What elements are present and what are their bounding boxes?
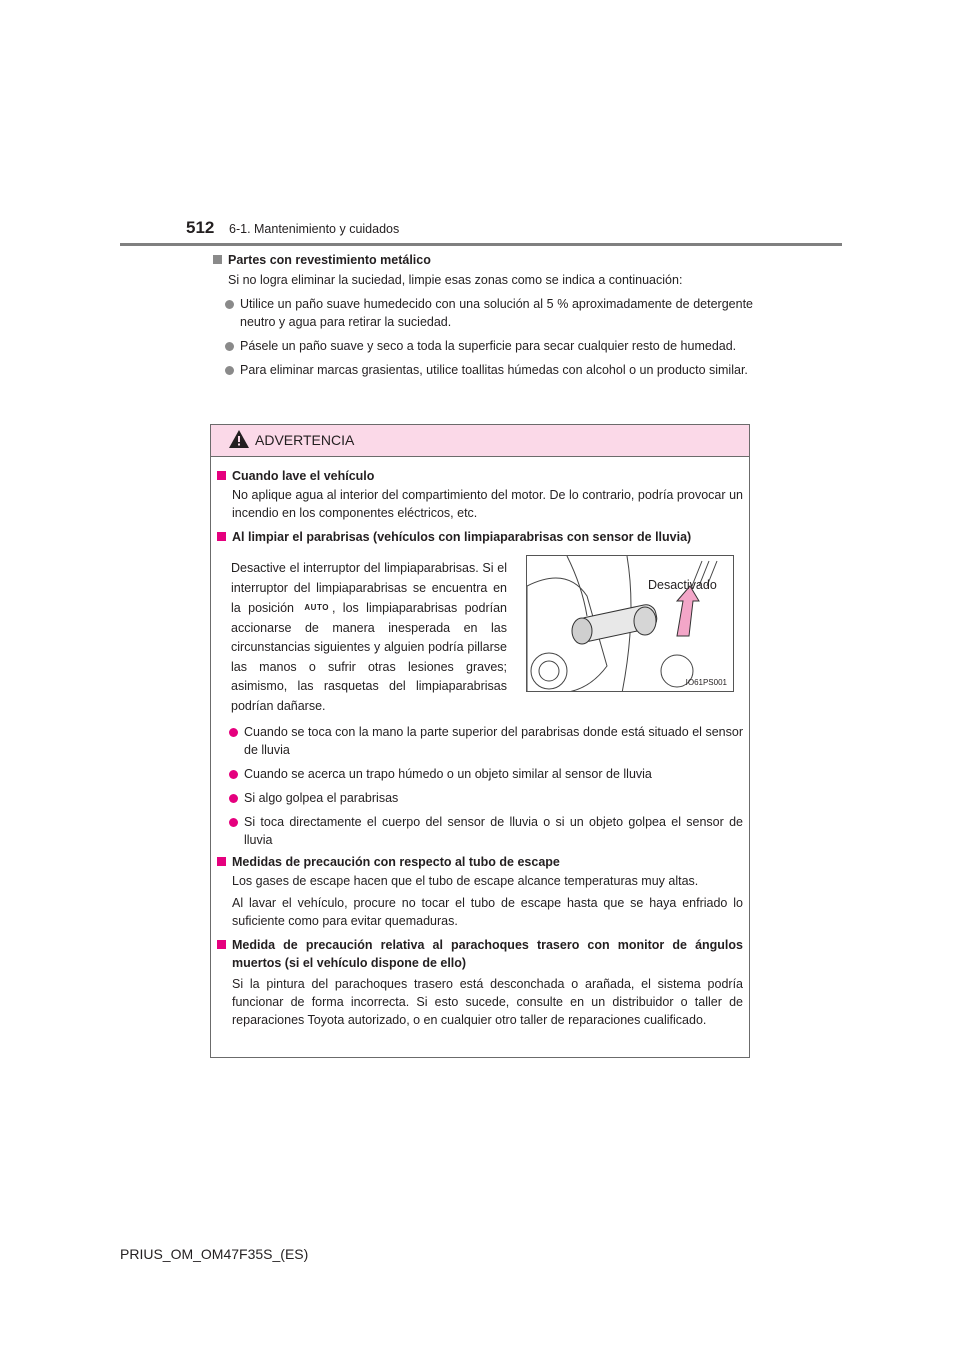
windshield-text: Desactive el interruptor del limpiaparabrisas. Si el interruptor del limpiaparabrisas se encuentra en la posición AUTO , los limpiaparabrisas podrían accionarse de manera inesperada en las circunstancias siguientes y alguien podría pillarse las manos o sufrir otras lesiones graves; asimismo, las rasquetas del limpiaparabrisas podrían dañarse. <box>231 561 507 713</box>
wash-heading: Cuando lave el vehículo <box>217 469 743 483</box>
exhaust-text-1: Los gases de escape hacen que el tubo de escape alcance temperaturas muy altas. <box>232 874 699 888</box>
page-number: 512 <box>186 218 215 237</box>
auto-position-icon: AUTO <box>304 603 329 612</box>
square-bullet-icon <box>217 532 226 541</box>
list-item: Si toca directamente el cuerpo del sensor de lluvia o si un objeto golpea el sensor de lluvia <box>217 813 743 849</box>
header-rule <box>120 243 842 246</box>
bumper-heading: Medida de precaución relativa al parachoques trasero con monitor de ángulos muertos (si el vehículo dispone de ello) <box>217 936 743 972</box>
bullet-dot-icon <box>225 300 234 309</box>
wiper-switch-figure <box>526 555 734 692</box>
document-code: PRIUS_OM_OM47F35S_(ES) <box>120 1246 309 1262</box>
list-item: Cuando se acerca un trapo húmedo o un objeto similar al sensor de lluvia <box>217 765 743 783</box>
list-item: Cuando se toca con la mano la parte superior del parabrisas donde está situado el sensor de lluvia <box>217 723 743 759</box>
list-item: Si algo golpea el parabrisas <box>217 789 743 807</box>
figure-label: Desactivado <box>648 578 717 592</box>
square-bullet-icon <box>213 255 222 264</box>
warning-triangle-icon <box>228 429 250 449</box>
section-title: 6-1. Mantenimiento y cuidados <box>229 222 400 236</box>
bullet-dot-icon <box>225 366 234 375</box>
wiper-switch-illustration <box>527 556 734 692</box>
warning-body <box>217 469 743 544</box>
warning-label: ADVERTENCIA <box>255 432 355 448</box>
square-bullet-icon <box>217 940 226 949</box>
list-item: Para eliminar marcas grasientas, utilice toallitas húmedas con alcohol o un producto similar. <box>213 361 753 379</box>
windshield-heading: Al limpiar el parabrisas (vehículos con limpiaparabrisas con sensor de lluvia) <box>217 530 743 544</box>
exhaust-text-2: Al lavar el vehículo, procure no tocar el tubo de escape hasta que se haya enfriado lo suficiente como para evitar quemaduras. <box>232 896 743 928</box>
square-bullet-icon <box>217 471 226 480</box>
bullet-dot-icon <box>229 728 238 737</box>
bullet-dot-icon <box>229 794 238 803</box>
bumper-text: Si la pintura del parachoques trasero está desconchada o arañada, el sistema podría funcionar de forma incorrecta. Si esto sucede, consulte en un distribuidor o taller de reparaciones Toyota autorizado, o en cualquier otro taller de reparaciones cualificado. <box>232 977 743 1027</box>
list-item: Pásele un paño suave y seco a toda la superficie para secar cualquier resto de humedad. <box>213 337 753 355</box>
figure-code: IO61PS001 <box>685 678 727 687</box>
square-bullet-icon <box>217 857 226 866</box>
metal-section <box>213 253 753 379</box>
bullet-dot-icon <box>229 770 238 779</box>
warning-box <box>210 424 750 1058</box>
warning-header <box>211 425 749 457</box>
exhaust-heading: Medidas de precaución con respecto al tubo de escape <box>217 855 743 869</box>
bullet-dot-icon <box>229 818 238 827</box>
bullet-dot-icon <box>225 342 234 351</box>
wash-text: No aplique agua al interior del compartimiento del motor. De lo contrario, podría provocar un incendio en los componentes eléctricos, etc. <box>232 488 743 520</box>
windshield-bullets <box>217 723 743 1029</box>
metal-heading: Partes con revestimiento metálico <box>213 253 753 267</box>
list-item: Utilice un paño suave humedecido con una solución al 5 % aproximadamente de detergente neutro y agua para retirar la suciedad. <box>213 295 753 331</box>
metal-intro: Si no logra eliminar la suciedad, limpie esas zonas como se indica a continuación: <box>228 273 683 287</box>
